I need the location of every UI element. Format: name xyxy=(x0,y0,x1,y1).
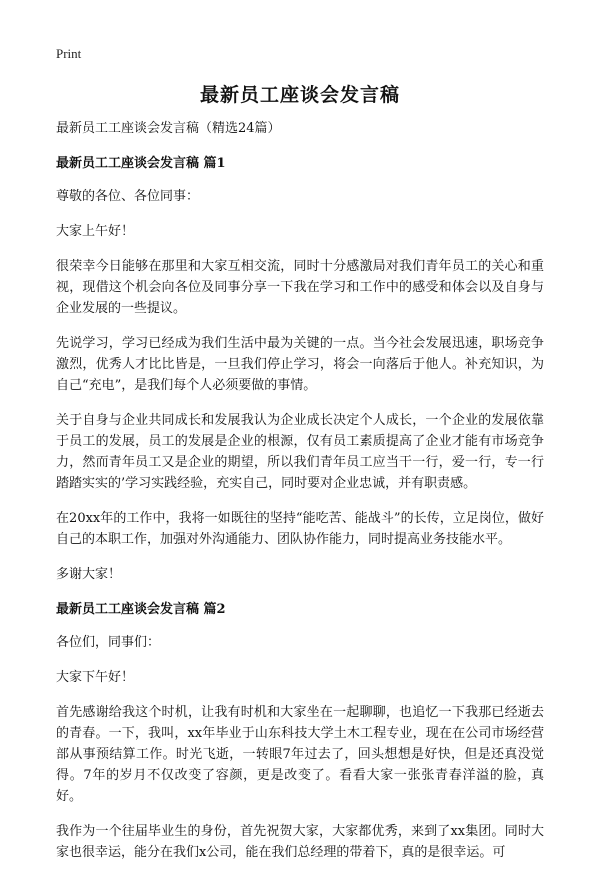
section-2 xyxy=(56,599,544,863)
salutation: 各位们，同事们： xyxy=(56,635,161,650)
closing: 多谢大家！ xyxy=(56,567,122,582)
paragraph: 先说学习，学习已经成为我们生活中最为关键的一点。当今社会发展迅速，职场竞争激烈，优秀人才比比皆是，一旦我们停止学习，将会一向落后于他人。补充知识，为自己“充电”，是我们每个人必须要做的事情。 xyxy=(56,336,544,393)
greeting: 大家上午好！ xyxy=(56,224,135,239)
section-title: 最新员工工座谈会发言稿 篇2 xyxy=(56,602,226,617)
paragraph: 首先感谢给我这个时机，让我有时机和大家坐在一起聊聊，也追忆一下我那已经逝去的青春。一下，我叫，xx年毕业于山东科技大学土木工程专业，现在在公司市场经营部从事预结算工作。时光飞逝，一转眼7年过去了，回头想想是好快，但是还真没觉得。7年的岁月不仅改变了容颜，更是改变了。看看大家一张张青春洋溢的脸，真好。 xyxy=(56,705,544,804)
paragraph: 在20xx年的工作中，我将一如既往的坚持“能吃苦、能战斗”的长传，立足岗位，做好自己的本职工作，加强对外沟通能力、团队协作能力，同时提高业务技能水平。 xyxy=(56,511,544,547)
section-title: 最新员工工座谈会发言稿 篇1 xyxy=(56,156,226,171)
paragraph: 关于自身与企业共同成长和发展我认为企业成长决定个人成长，一个企业的发展依靠于员工的发展，员工的发展是企业的根源，仅有员工素质提高了企业才能有市场竞争力，然而青年员工又是企业的期望，所以我们青年员工应当干一行，爱一行，专一行踏踏实实的’学习实践经验，充实自己，同时要对企业忠诚，并有职责感。 xyxy=(56,413,544,491)
paragraph: 很荣幸今日能够在那里和大家互相交流，同时十分感激局对我们青年员工的关心和重视，现借这个机会向各位及同事分享一下我在学习和工作中的感受和体会以及自身与企业发展的一些提议。 xyxy=(56,259,544,316)
print-label: Print xyxy=(56,46,82,61)
paragraph: 我作为一个往届毕业生的身份，首先祝贺大家，大家都优秀，来到了xx集团。同时大家也很幸运，能分在我们x公司，能在我们总经理的带着下，真的是很幸运。可 xyxy=(56,824,544,860)
document-title: 最新员工座谈会发言稿 xyxy=(199,84,400,106)
greeting: 大家下午好！ xyxy=(56,670,135,685)
document-subtitle: 最新员工工座谈会发言稿（精选24篇） xyxy=(56,121,281,136)
salutation: 尊敬的各位、各位同事： xyxy=(56,189,200,204)
section-1 xyxy=(56,153,544,585)
document-body xyxy=(56,118,544,877)
